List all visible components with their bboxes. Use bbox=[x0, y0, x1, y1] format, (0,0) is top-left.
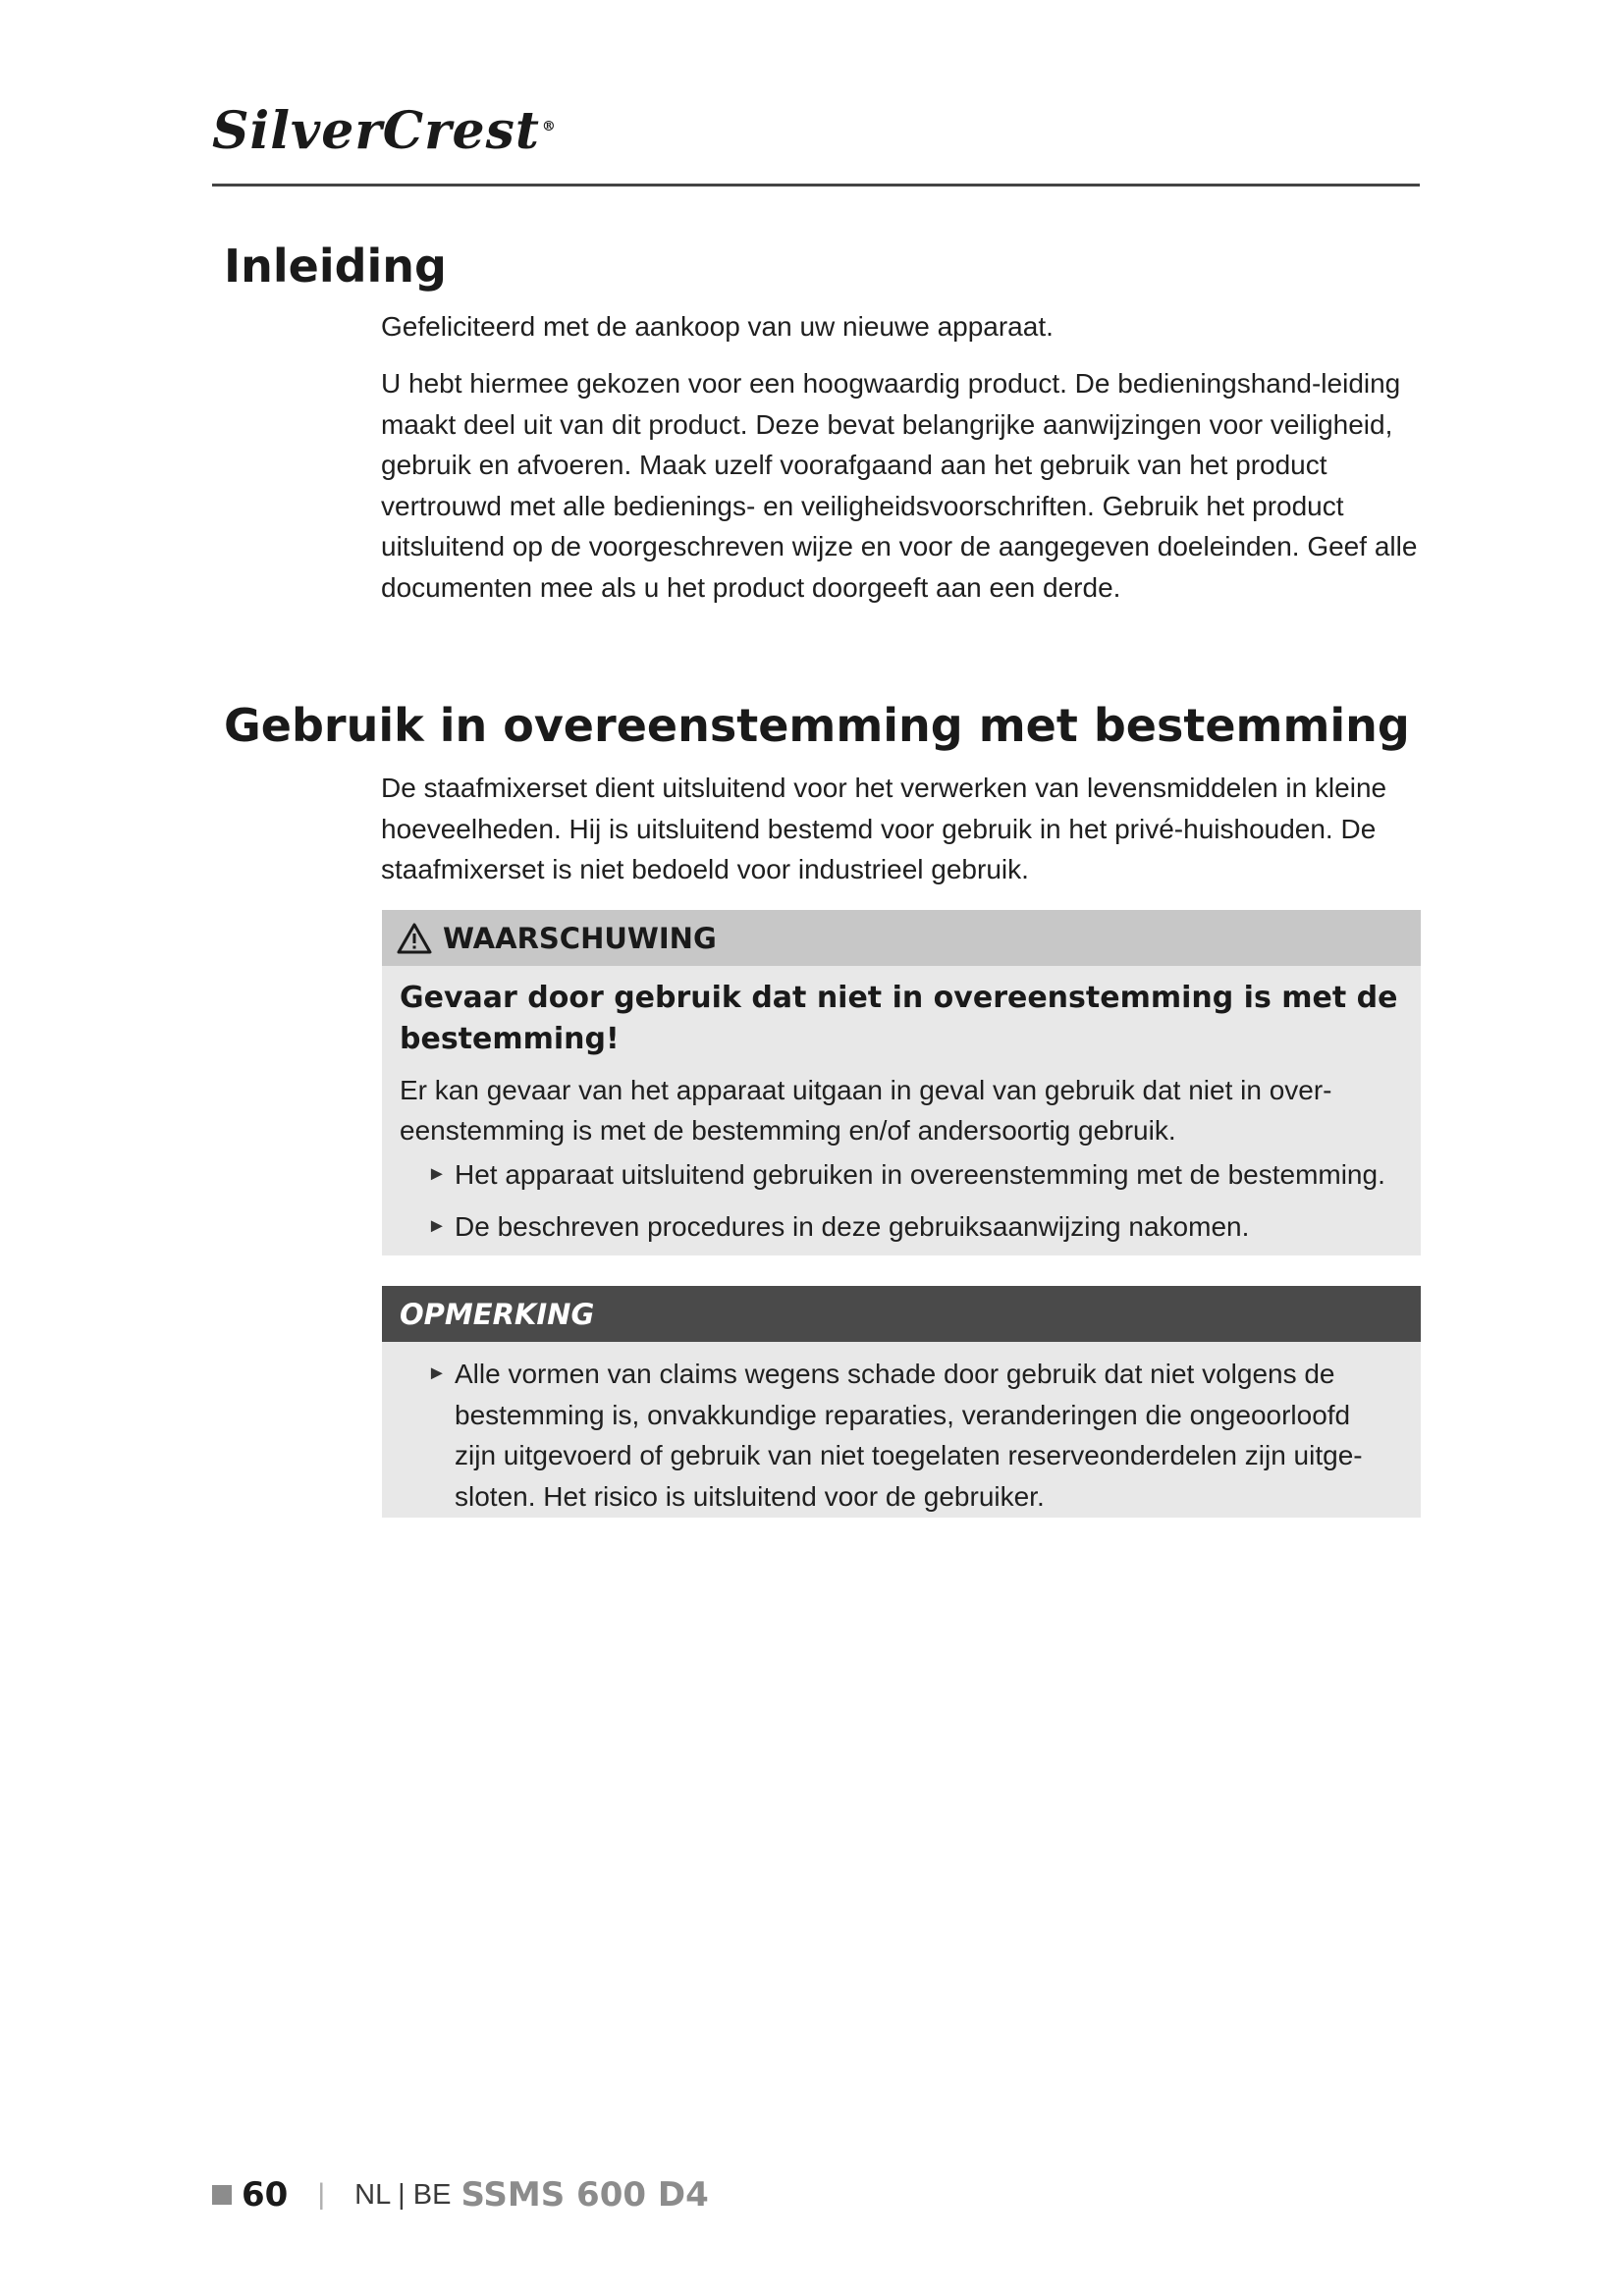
intended-use-title: Gebruik in overeenstemming met bestemming bbox=[224, 699, 1410, 752]
footer-square-icon bbox=[212, 2185, 232, 2205]
list-item-text: Het apparaat uitsluitend gebruiken in overeenstemming met de bestemming. bbox=[455, 1159, 1385, 1190]
introduction-greeting: Gefeliciteerd met de aankoop van uw nieuwe apparaat. bbox=[381, 311, 1054, 342]
list-item bbox=[427, 1354, 1391, 1517]
footer-model: SSMS 600 D4 bbox=[460, 2175, 709, 2215]
list-item-text: De beschreven procedures in deze gebruiksaanwijzing nakomen. bbox=[455, 1211, 1250, 1242]
warning-label: WAARSCHUWING bbox=[443, 921, 717, 955]
header-divider bbox=[212, 184, 1420, 187]
introduction-paragraph: U hebt hiermee gekozen voor een hoogwaardig product. De bedieningshand-leiding maakt deel uit van dit product. Deze bevat belangrijke aanwijzingen voor veiligheid, gebruik en afvoeren. Maak uzelf voorafgaand aan het gebruik van het product vertrouwd met alle bedienings- en veiligheidsvoorschriften. Gebruik het product uitsluitend op de voorgeschreven wijze en voor de aangegeven doeleinden. Geef alle documenten mee als u het product doorgeeft aan een derde. bbox=[381, 368, 1418, 603]
warning-triangle-icon bbox=[396, 922, 433, 955]
note-header bbox=[382, 1286, 1421, 1342]
warning-title: Gevaar door gebruik dat niet in overeenstemming is met de bestemming! bbox=[400, 981, 1398, 1056]
note-box bbox=[382, 1286, 1421, 1518]
footer-separator: | bbox=[317, 2178, 326, 2211]
warning-box bbox=[382, 910, 1421, 1255]
bullet-arrow-icon: ► bbox=[427, 1215, 447, 1237]
brand-logo bbox=[212, 101, 557, 161]
list-item-text: Alle vormen van claims wegens schade door gebruik dat niet volgens de bestemming is, onvakkundige reparaties, veranderingen die ongeoorloofd zijn uitgevoerd of gebruik van niet toegelaten reserveonderdelen zijn uitge-sloten. Het risico is uitsluitend voor de gebruiker. bbox=[455, 1359, 1363, 1512]
page-footer bbox=[212, 2175, 709, 2215]
bullet-arrow-icon: ► bbox=[427, 1362, 447, 1384]
introduction-title: Inleiding bbox=[224, 240, 447, 293]
bullet-arrow-icon: ► bbox=[427, 1163, 447, 1185]
page-number: 60 bbox=[242, 2175, 289, 2215]
note-list bbox=[382, 1342, 1421, 1517]
intended-use-paragraph: De staafmixerset dient uitsluitend voor het verwerken van levensmiddelen in kleine hoeveelheden. Hij is uitsluitend bestemd voor gebruik in het privé-huishouden. De staafmixerset is niet bedoeld voor industrieel gebruik. bbox=[381, 773, 1387, 884]
registered-mark: ® bbox=[541, 118, 557, 134]
brand-name: SilverCrest bbox=[212, 101, 540, 161]
warning-list bbox=[382, 1150, 1421, 1247]
footer-language: NL | BE bbox=[354, 2178, 452, 2211]
warning-header bbox=[382, 910, 1421, 966]
list-item bbox=[427, 1154, 1421, 1195]
list-item bbox=[427, 1206, 1421, 1247]
note-label: OPMERKING bbox=[400, 1297, 595, 1331]
warning-body: Er kan gevaar van het apparaat uitgaan in geval van gebruik dat niet in over-eenstemming is met de bestemming en/of andersoortig gebruik. bbox=[400, 1075, 1332, 1146]
